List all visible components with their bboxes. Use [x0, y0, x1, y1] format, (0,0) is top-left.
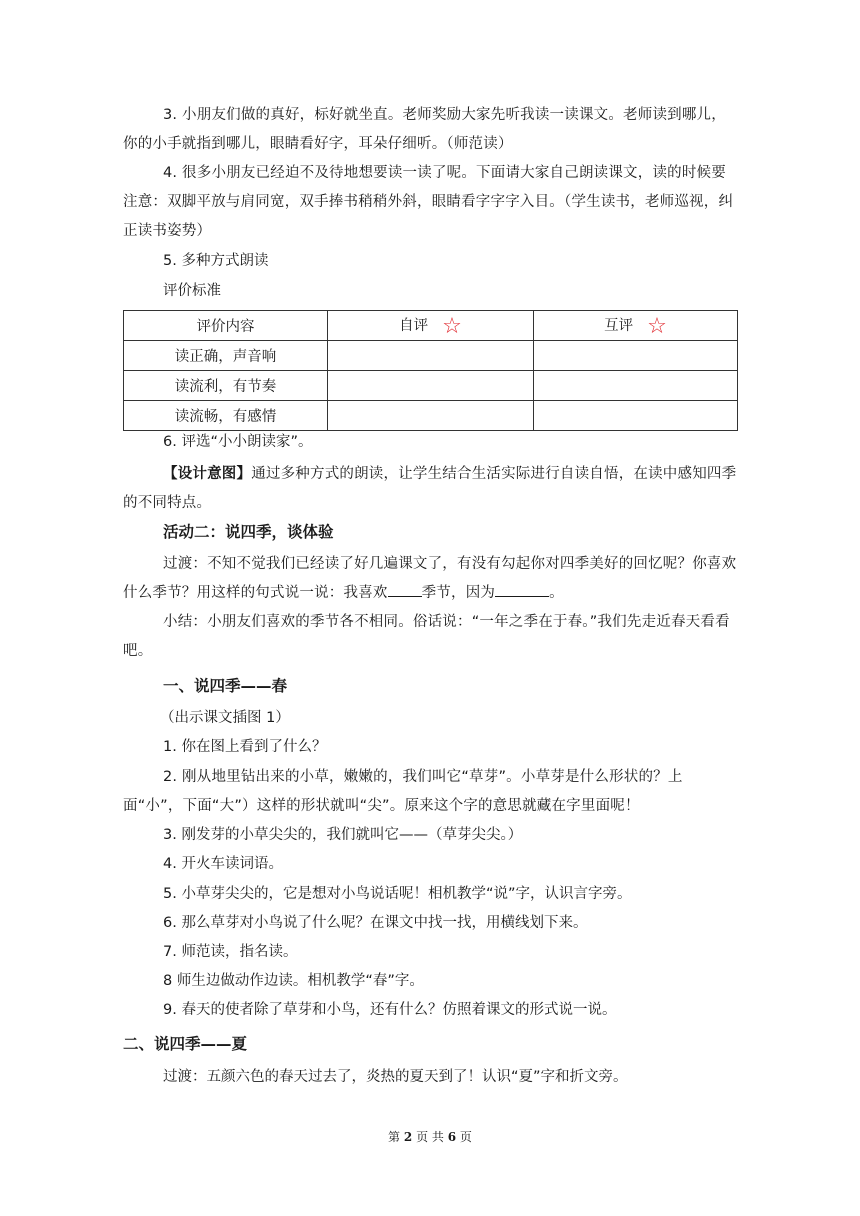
header-label: 评价内容 [196, 319, 255, 335]
paragraph-step-6: 6. 评选“小小朗读家”。 [163, 434, 313, 450]
footer-middle: 页 共 [416, 1130, 444, 1144]
table-header-self [328, 311, 534, 341]
page-footer [0, 1128, 860, 1145]
table-header-content [124, 311, 328, 341]
transition-paragraph-1 [123, 550, 738, 608]
table-row [124, 341, 738, 371]
table-header-peer [534, 311, 738, 341]
spring-step-8: 8 师生边做动作边读。相机教学“春”字。 [163, 973, 424, 989]
section-heading-summer: 二、说四季——夏 [123, 1035, 248, 1053]
table-cell-criterion: 读流利，有节奏 [124, 371, 328, 401]
transition-text-a: 过渡：不知不觉我们已经读了好几遍课文了，有没有勾起你对四季美好的回忆呢？你喜欢什么季节？用这样的句式说一说：我喜欢 [123, 556, 737, 601]
paragraph-step-5: 5. 多种方式朗读 [163, 253, 269, 269]
activity-two-heading: 活动二：说四季，谈体验 [163, 523, 334, 541]
spring-step-3: 3. 刚发芽的小草尖尖的，我们就叫它——（草芽尖尖。） [163, 827, 523, 843]
table-cell-criterion: 读流畅，有感情 [124, 401, 328, 431]
footer-suffix: 页 [459, 1130, 472, 1144]
show-illustration-note: （出示课文插图 1） [160, 710, 290, 726]
paragraph-step-4: 4. 很多小朋友已经迫不及待地想要读一读了呢。下面请大家自己朗读课文，读的时候要注意：双脚平放与肩同宽，双手捧书稍稍外斜，眼睛看字字字入目。（学生读书，老师巡视，纠正读书姿势） [123, 165, 734, 239]
table-header-row [124, 311, 738, 341]
paragraph-step-3: 3. 小朋友们做的真好，标好就坐直。老师奖励大家先听我读一读课文。老师读到哪儿，你的小手就指到哪儿，眼睛看好字，耳朵仔细听。（师范读） [123, 107, 726, 152]
evaluation-table [123, 310, 738, 431]
transition-text-b: 季节，因为 [421, 585, 496, 601]
table-row [124, 371, 738, 401]
design-intent-text: 通过多种方式的朗读，让学生结合生活实际进行自读自悟，在读中感知四季的不同特点。 [123, 466, 737, 511]
table-cell-peer [534, 371, 738, 401]
fill-blank-2 [495, 582, 549, 597]
design-intent-label: 【设计意图】 [163, 466, 252, 482]
design-intent-paragraph [123, 460, 738, 518]
fill-blank-1 [388, 582, 422, 597]
header-label: 自评 [399, 318, 429, 334]
spring-step-9: 9. 春天的使者除了草芽和小鸟，还有什么？仿照着课文的形式说一说。 [163, 1002, 617, 1018]
header-label: 互评 [604, 318, 634, 334]
summary-paragraph: 小结：小朋友们喜欢的季节各不相同。俗话说：“一年之季在于春。”我们先走近春天看看吧。 [123, 614, 730, 659]
footer-prefix: 第 [388, 1130, 401, 1144]
table-cell-peer [534, 341, 738, 371]
evaluation-standard-label: 评价标准 [163, 283, 221, 299]
table-row [124, 401, 738, 431]
transition-text-c: 。 [549, 585, 564, 601]
transition-paragraph-2: 过渡：五颜六色的春天过去了，炎热的夏天到了！认识“夏”字和折文旁。 [163, 1069, 628, 1085]
footer-current-page: 2 [403, 1130, 413, 1144]
table-cell-self [328, 371, 534, 401]
spring-step-2: 2. 刚从地里钻出来的小草，嫩嫩的，我们叫它“草芽”。小草芽是什么形状的？上面“小”，下面“大”）这样的形状就叫“尖”。原来这个字的意思就藏在字里面呢！ [123, 769, 683, 814]
section-heading-spring: 一、说四季——春 [163, 677, 288, 695]
table-cell-criterion: 读正确，声音响 [124, 341, 328, 371]
table-cell-self [328, 341, 534, 371]
table-cell-peer [534, 401, 738, 431]
star-outline-icon: ☆ [647, 314, 667, 339]
footer-total-pages: 6 [447, 1130, 457, 1144]
spring-step-6: 6. 那么草芽对小鸟说了什么呢？在课文中找一找，用横线划下来。 [163, 915, 588, 931]
table-cell-self [328, 401, 534, 431]
spring-step-1: 1. 你在图上看到了什么？ [163, 739, 327, 755]
star-outline-icon: ☆ [442, 314, 462, 339]
spring-step-5: 5. 小草芽尖尖的，它是想对小鸟说话呢！相机教学“说”字，认识言字旁。 [163, 886, 632, 902]
spring-step-4: 4. 开火车读词语。 [163, 856, 283, 872]
spring-step-7: 7. 师范读，指名读。 [163, 944, 298, 960]
